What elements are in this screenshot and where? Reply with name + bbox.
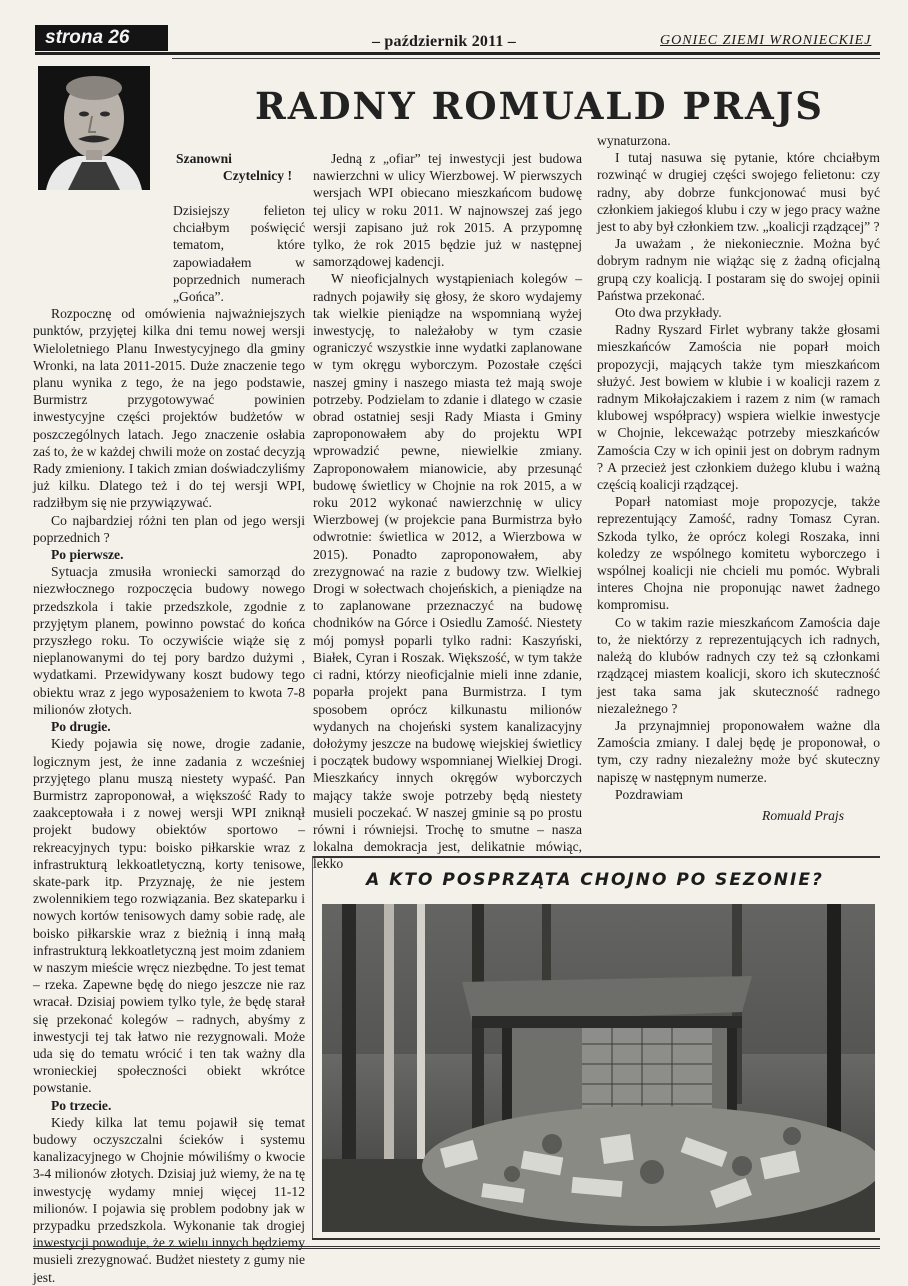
trash-photo: [322, 904, 875, 1232]
column-3: [597, 132, 880, 824]
paragraph: wynaturzona.: [597, 133, 671, 148]
section-heading: Po drugie.: [51, 719, 111, 735]
paragraph: Ja uważam , że niekoniecznie. Można być dobrym radnym nie wiążąc się z żadną oficjalną grupą czy koalicją. I postaram się do swojej opinii Państwa przekonać.: [597, 236, 880, 303]
paragraph: Co najbardziej różni ten plan od jego wersji poprzednich ?: [33, 512, 305, 545]
section-heading: Po trzecie.: [51, 1097, 112, 1113]
paragraph: Kiedy pojawia się nowe, drogie zadanie, logicznym jest, że inne zadania z wcześniej przyjętego planu muszą niestety wypaść. Pan Burmistrz zaproponował, a większość Rady to zaakceptowała i z nowej wersji WPI zniknął projekt budowy obiektów sportowo – rekreacyjnych typu: boisko piłkarskie wraz z infrastrukturą lekkoatletyczną, korty tenisowe, skate-park itp. Przyznaję, że nie jestem zwolennikiem tego rozwiązania. Bez skateparku i nowych kortów tenisowych damy sobie radę, ale boisko piłkarskie wraz z bieżnią i inną małą infrastrukturą lekkoatletyczną jest moim zdaniem w naszym mieście wręcz niezbędne. To jest temat – rzeka. Zapewne będę do niego jeszcze nie raz wracał. Dzisiaj powiem tylko tyle, że będę starał się przekonać kolegów – radnych, abyśmy z inwestycji tej tak łatwo nie rezygnowali. Może uda się do tematu wrócić i ten tak ważny dla wronieckiej społeczności obiekt wkrótce powstanie.: [33, 736, 305, 1096]
photo-frame-side: [312, 856, 313, 1238]
photo-caption: A KTO POSPRZĄTA CHOJNO PO SEZONIE?: [366, 870, 824, 890]
column-1-top: [172, 150, 304, 184]
paragraph: Jedną z „ofiar” tej inwestycji jest budowa nawierzchni w ulicy Wierzbowej. W pierwszych wersjach WPI obiecano mieszkańcom budowę tej ulicy w roku 2011. W najnowszej zaś jego wersji zapisano już rok 2015. A przypomnę tylko, że rok 2015 będzie już w następnej samorządowej kadencji.: [313, 151, 582, 270]
author-signature: Romuald Prajs: [762, 807, 844, 823]
column-1: [33, 202, 305, 1286]
newspaper-name: GONIEC ZIEMI WRONIECKIEJ: [660, 33, 872, 48]
paragraph: Kiedy kilka lat temu pojawił się temat budowy oczyszczalni ścieków i systemu kanalizacyjnego w Chojnie mówiliśmy o kwocie 3-4 milionów złotych. Dzisiaj już wiemy, że na tę inwestycję wydamy mniej więcej 11-12 milionów. I pojawia się problem podobny jak w przypadku przedszkola. Wykonanie tak drogiej inwestycji powoduje, że z wielu innych będziemy musieli zrezygnować. Budżet niestety z gumy nie jest.: [33, 1114, 305, 1285]
paragraph: Pozdrawiam: [615, 786, 683, 802]
footer-rule: [33, 1246, 880, 1249]
paragraph: Oto dwa przykłady.: [615, 305, 722, 321]
greeting-line-2: Czytelnicy !: [222, 168, 292, 184]
paragraph: Rozpocznę od omówienia najważniejszych punktów, przyjętej kilka dni temu nowej wersji Wieloletniego Planu Inwestycyjnego dla gminy Wronki, na lata 2011-2015. Duże znaczenie tego planu wynika z tego, że na jego podstawie, Burmistrz przygotowywać powinien inwestycyjne części projektów budżetów w poszczególnych latach. Jego znaczenie osłabia zaś to, że w każdej chwili może on zostać decyzją Rady zmieniony. I takich zmian doświadczyliśmy już kilku. Dlatego też i do tej wersji WPI, radziłbym się nie przywiązywać.: [33, 306, 305, 511]
article-title: RADNY ROMUALD PRAJS: [255, 84, 824, 128]
paragraph: W nieoficjalnych wystąpieniach kolegów – radnych pojawiły się głosy, że skoro wydajemy tak wielkie pieniądze na wspomnianą wyżej inwestycję, to należałoby w tym czasie ograniczyć wszystkie inne wydatki zaplanowane w tym okręgu wyborczym. Pozostałe części naszej gminy i naszego miasta też mają swoje potrzeby. Podzielam to zdanie i dlatego w czasie obrad ostatniej sesji Rady Miasta i Gminy zaproponowałem aby do projektu WPI wprowadzić pewne, niewielkie zmiany. Zaproponowałem mianowicie, aby przesunąć budowę świetlicy w Chojnie na rok 2015, a w roku 2012 wykonać nawierzchnię w ulicy Wierzbowej (w projekcie pana Burmistrza było odwrotnie: świetlica w 2012, a Wierzbowa w 2015). Ponadto zaproponowałem, aby zrezygnować na razie z budowy tzw. Wielkiej Drogi w sołectwach chojeńskich, a pieniądze na to zaplanowane przeznaczyć na budowę chodników na Górce i Osiedlu Zamość. Niestety mój pomysł poparli tylko radni: Kaszyński, Białek, Cyran i Roszak. Większość, w tym także ci radni, którzy nieoficjalnie mieli inne zdanie, poparła projekt pana Burmistrza. I tym sposobem oprócz kilkunastu milionów wydanych na chojeński system kanalizacyjny dołożymy jeszcze na budowę wiejskiej świetlicy i początek budowy wspomnianej Wielkiej Drogi. Mieszkańcy innych okręgów wyborczych mający także swoje potrzeby będą niestety musieli poczekać. W naszej gminie są po prostu równi i równiejsi. Trochę to smutne – nasza lokalna demokracja jest, delikatnie mówiąc, lekko: [313, 271, 582, 872]
intro-paragraph: Dzisiejszy felieton chciałbym poświęcić tematom, które zapowiadałem w poprzednich numerach „Gońca”.: [173, 203, 305, 305]
issue-date: – październik 2011 –: [372, 33, 517, 50]
header-rule-thin: [172, 58, 880, 59]
paragraph: Co w takim razie mieszkańcom Zamościa daje to, że niektórzy z reprezentujących ich radnych, należą do klubów radnych czy też są członkami rządzącej miastem koalicji, skoro ich skuteczność jest taka sama jak skuteczność radnego niezależnego ?: [597, 614, 880, 716]
page-number-label: strona 26: [35, 25, 168, 51]
header-rule: [35, 52, 880, 55]
section-heading: Po pierwsze.: [51, 547, 124, 563]
paragraph: Radny Ryszard Firlet wybrany także głosami mieszkańców Zamościa nie poparł moich propozycji, mających także tym mieszkańcom służyć. Jest bowiem w klubie i w koalicji razem z radnym Mikołajczakiem i razem z nim (w ramach klubowej współpracy) wspiera wielkie inwestycje w Chojnie, lekceważąc potrzeby mieszkańców Zamościa Czy w ich opinii jest on dobrym radnym ? A przecież jest członkiem dużego klubu i ważną częścią koalicji rządzącej.: [597, 322, 880, 493]
column-2: [313, 150, 582, 873]
author-portrait: [38, 66, 150, 190]
paragraph: Poparł natomiast moje propozycje, także reprezentujący Zamość, radny Tomasz Cyran. Szkoda tylko, że oprócz kolegi Roszaka, inni koledzy ze wspólnego komitetu wyborczego i wspólnej koalicji nie chcieli mu pomóc. Wybrali interes Chojna nie proponując nawet żadnego kompromisu.: [597, 494, 880, 613]
paragraph: I tutaj nasuwa się pytanie, które chciałbym rozwinąć w drugiej części swojego felietonu: czy radny, aby dobrze funkcjonować musi być członkiem jakiegoś klubu i czy w jego pracy ważne jest to aby był członkiem tzw. „koalicji rządzącej” ?: [597, 150, 880, 235]
greeting-line-1: Szanowni: [176, 151, 232, 166]
paragraph: Sytuacja zmusiła wroniecki samorząd do niezwłocznego rozpoczęcia budowy nowego przedszkola i takie przedszkole, zgodnie z przyjętym planem, powinno powstać do końca przyszłego roku. To oczywiście wiąże się z nieplanowanymi do tej pory bardzo dużymi , wydatkami. Przewidywany koszt budowy tego obiektu wraz z jego wyposażeniem to kwota 7-8 milionów złotych.: [33, 564, 305, 717]
paragraph: Ja przynajmniej proponowałem ważne dla Zamościa zmiany. I dalej będę je proponował, o tym, czy radny niezależny może być skuteczny napiszę w następnym numerze.: [597, 717, 880, 785]
